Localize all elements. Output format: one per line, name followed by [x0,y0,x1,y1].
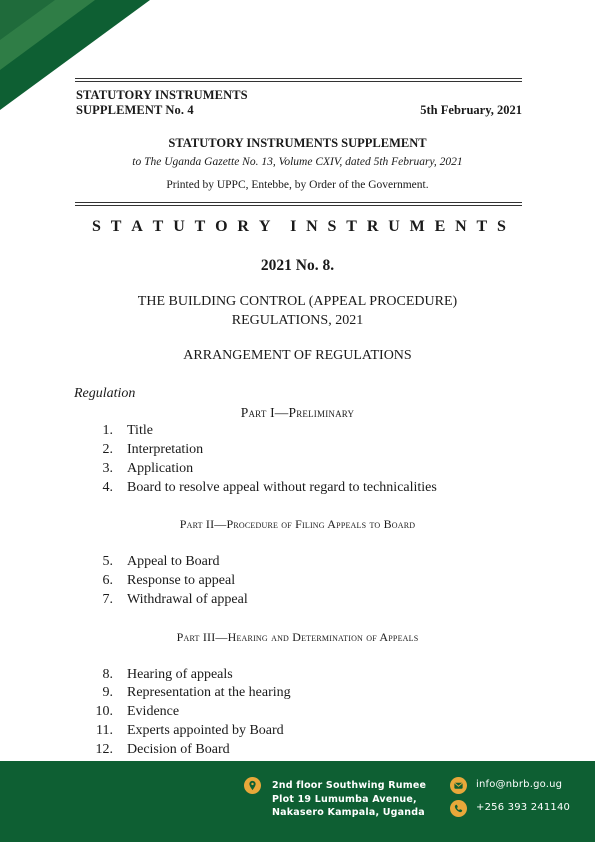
item-title: Decision of Board [127,742,230,757]
heading-letter: T [346,218,357,235]
item-number: 7. [102,592,113,607]
arrangement-heading: ARRANGEMENT OF REGULATIONS [183,348,412,363]
address-line-3: Nakasero Kampala, Uganda [272,807,425,818]
heading-letter: S [92,218,101,235]
header-rule-top [75,78,522,79]
address-line-2: Plot 19 Lumumba Avenue, [272,793,417,805]
heading-letter: N [455,218,467,235]
item-title: Title [127,423,153,438]
heading-letter: E [434,218,446,235]
supplement-title: STATUTORY INSTRUMENTS SUPPLEMENT [168,136,427,150]
toc-item [0,461,595,480]
toc-item [0,742,595,761]
item-number: 4. [102,480,113,495]
toc-item [0,592,595,611]
heading-letter: I [290,218,297,235]
item-number: 2. [102,442,113,457]
footer-email[interactable]: info@nbrb.go.ug [476,779,563,790]
heading-letter: O [215,218,228,235]
supplement-header [76,88,248,118]
header-line-2: SUPPLEMENT No. 4 [76,103,194,117]
email-icon [450,777,467,794]
footer-address [272,779,426,820]
item-title: Interpretation [127,442,204,457]
heading-letter: U [173,218,185,235]
toc-item [0,685,595,704]
item-title: Evidence [127,704,180,719]
printed-by: Printed by UPPC, Entebbe, by Order of the Government. [166,179,429,191]
item-number: 5. [102,554,113,569]
instrument-number: 2021 No. 8. [260,257,335,274]
heading-letter: S [327,218,337,235]
item-number: 8. [102,667,113,682]
toc-item [0,442,595,461]
heading-letter: M [409,218,425,235]
item-number: 12. [95,742,113,757]
heading-letter: T [152,218,164,235]
item-number: 10. [95,704,113,719]
item-number: 6. [102,573,113,588]
toc-item [0,704,595,723]
item-title: Application [127,461,194,476]
heading-letter: Y [258,218,271,235]
address-line-1: 2nd floor Southwing Rumee [272,780,427,791]
item-number: 1. [102,423,113,438]
header-rule-top-2 [75,81,522,82]
heading-letter: R [237,218,249,235]
item-number: 3. [102,461,113,476]
item-number: 9. [102,685,113,700]
section-rule-2 [75,205,522,206]
toc-item [0,554,595,573]
part-2-heading: Part II—Procedure of Filing Appeals to Board [179,517,416,531]
toc-item [0,480,595,499]
item-title: Representation at the hearing [127,685,291,700]
header-date: 5th February, 2021 [420,103,522,117]
instrument-title [0,292,595,330]
part-1-heading: Part I—Preliminary [240,405,355,420]
part-3-heading: Part III—Hearing and Determination of Appeals [176,630,419,644]
item-title: Response to appeal [127,573,236,588]
heading-letter: N [306,218,318,235]
item-title: Board to resolve appeal without regard to technicalities [127,480,437,495]
heading-letter: T [194,218,206,235]
item-title: Withdrawal of appeal [127,592,248,607]
supplement-subtitle: to The Uganda Gazette No. 13, Volume CXIV, dated 5th February, 2021 [132,156,463,168]
heading-letter: R [366,218,379,235]
item-title: Appeal to Board [127,554,220,569]
item-title: Experts appointed by Board [127,723,284,738]
heading-letter: T [110,218,122,235]
toc-item [0,667,595,686]
header-line-1: STATUTORY INSTRUMENTS [76,88,248,102]
location-pin-icon [244,777,261,794]
toc-item [0,723,595,742]
item-title: Hearing of appeals [127,667,233,682]
instrument-title-line-1: THE BUILDING CONTROL (APPEAL PROCEDURE) [137,294,458,309]
instrument-title-line-2: REGULATIONS, 2021 [231,313,364,328]
heading-letter: T [476,218,488,235]
toc-item [0,573,595,592]
phone-icon [450,800,467,817]
statutory-instruments-heading [92,218,506,236]
heading-letter: S [497,218,506,235]
footer-phone[interactable]: +256 393 241140 [476,802,571,813]
heading-letter: U [388,218,400,235]
heading-letter: A [131,218,143,235]
item-number: 11. [96,723,113,738]
regulation-label: Regulation [74,386,136,401]
toc-item [0,423,595,442]
section-rule [75,202,522,203]
